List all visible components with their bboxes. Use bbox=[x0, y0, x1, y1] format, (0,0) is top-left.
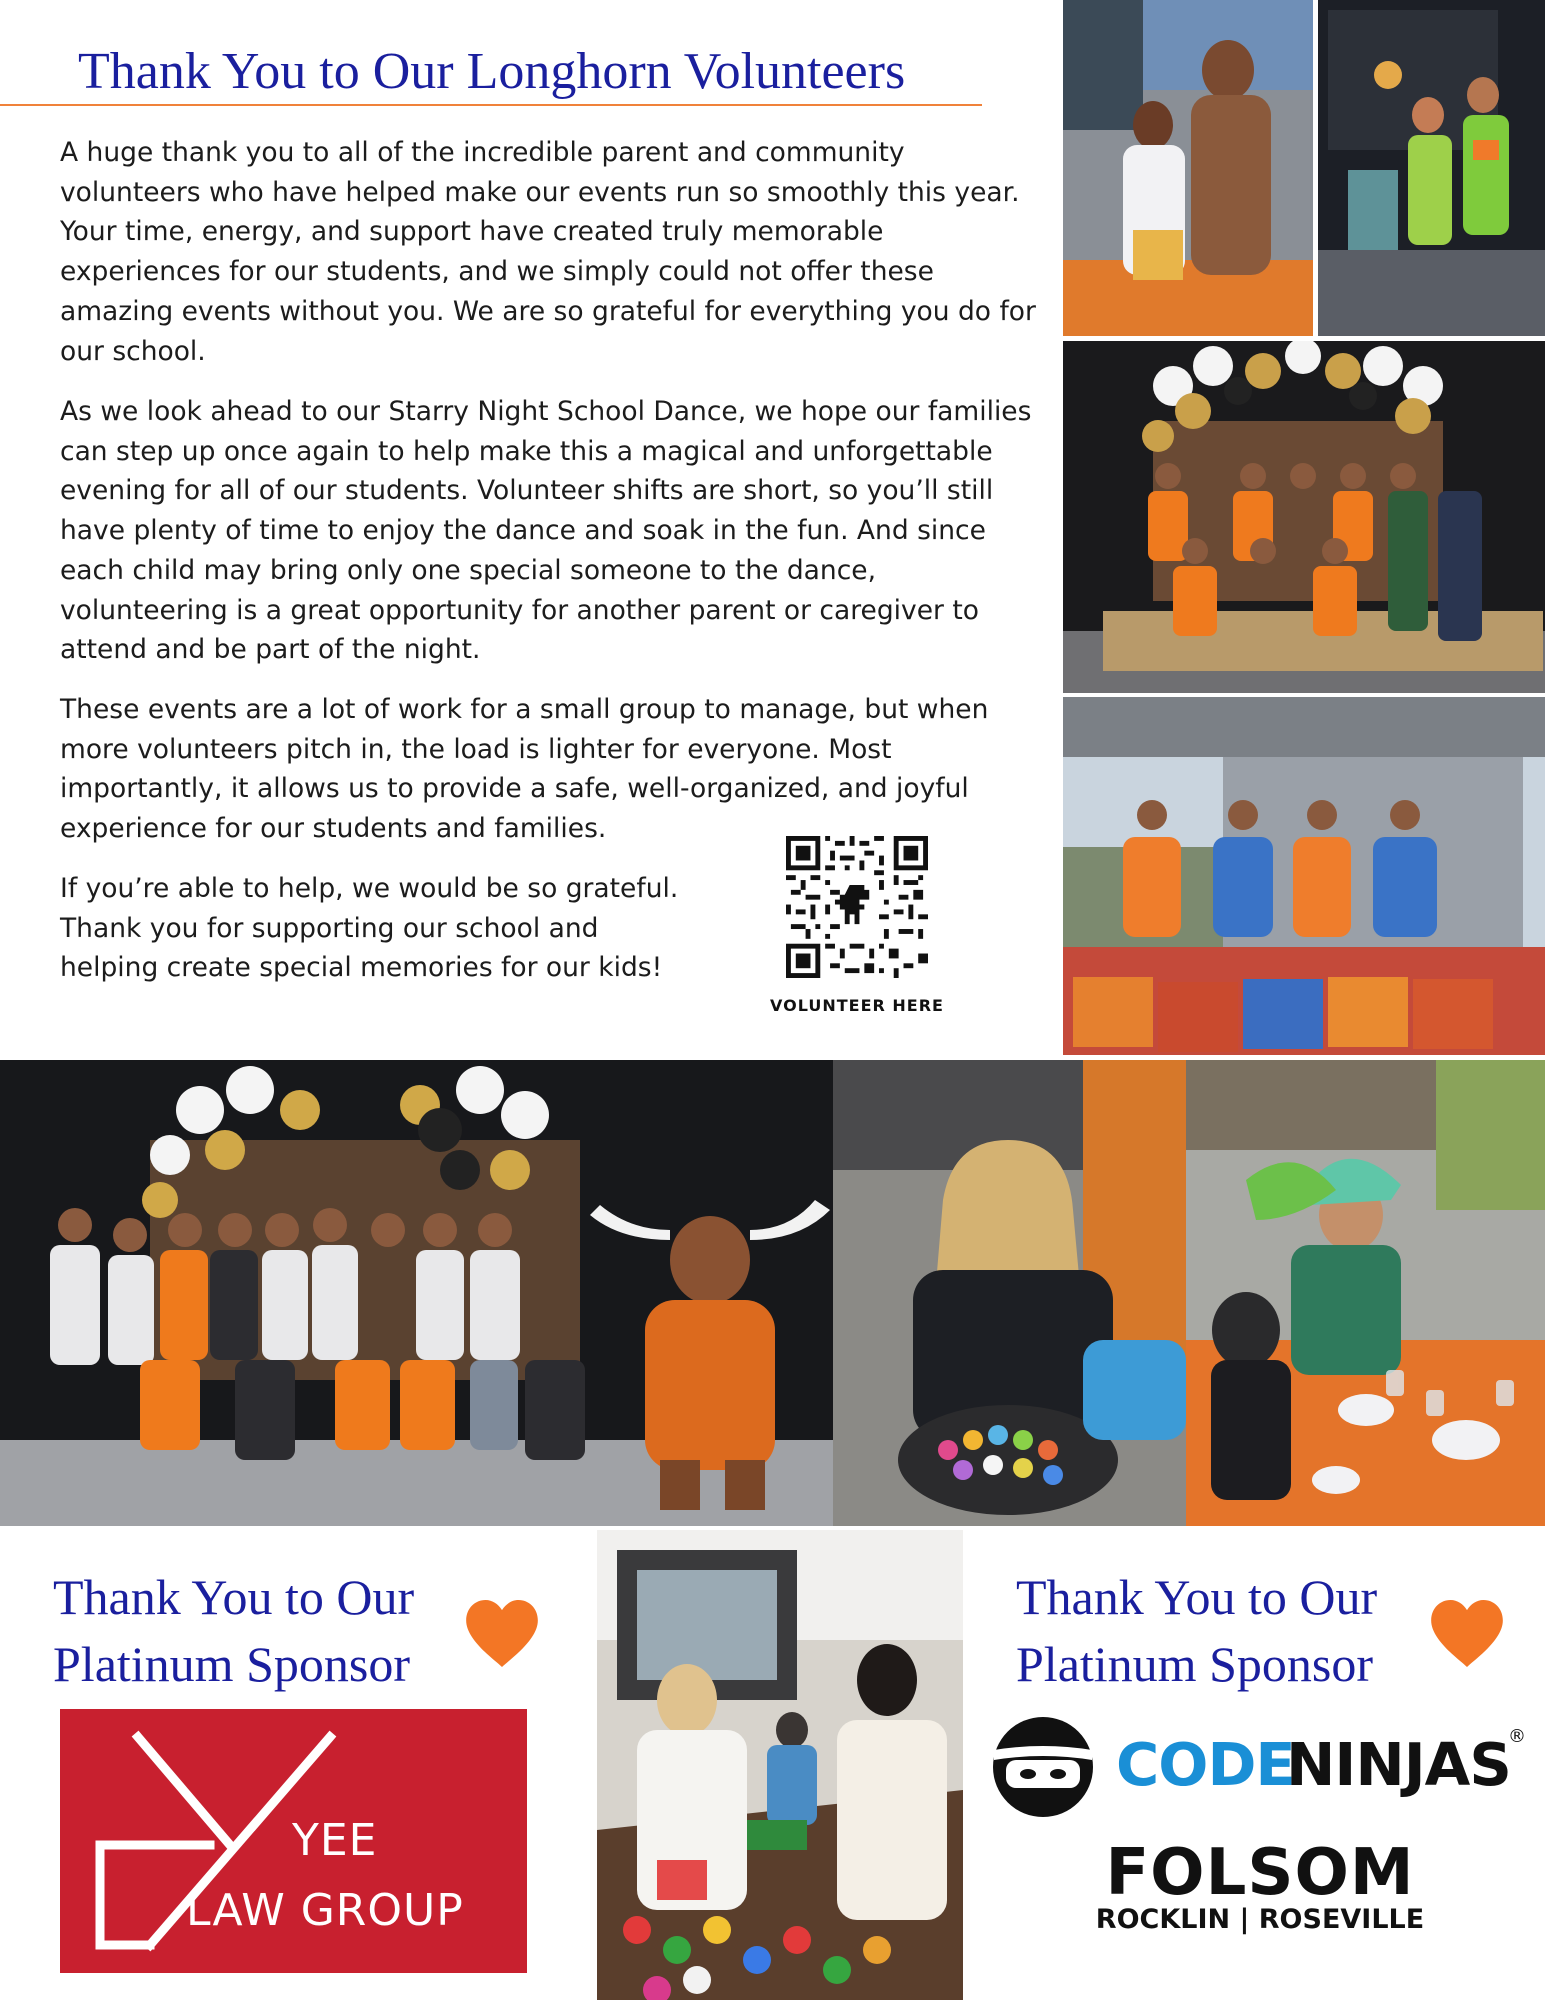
ninja-logo-icon bbox=[988, 1712, 1098, 1822]
law-group-logo-word: LAW GROUP bbox=[186, 1885, 464, 1936]
qr-code-icon bbox=[786, 836, 928, 978]
closing-line: Thank you for supporting our school and bbox=[60, 912, 599, 944]
paragraph-workload: These events are a lot of work for a small group to manage, but when more volunteers pitch in, the load is lighter for everyone. Most importantly, it allows us to provide a safe, well-organized, and joyful experience for our students and families. bbox=[60, 694, 989, 845]
photo-trunk-or-treat bbox=[1318, 0, 1545, 336]
photo-volunteer-with-student bbox=[1063, 0, 1313, 336]
closing-block bbox=[60, 869, 760, 988]
photo-face-painting bbox=[833, 1060, 1186, 1526]
page-title: Thank You to Our Longhorn Volunteers bbox=[78, 43, 906, 100]
closing-line: If you’re able to help, we would be so grateful. bbox=[60, 873, 679, 904]
code-ninjas-word-ninjas: NINJAS bbox=[1286, 1730, 1511, 1799]
location-folsom: FOLSOM bbox=[1105, 1836, 1415, 1910]
registered-mark: ® bbox=[1508, 1726, 1526, 1747]
heart-icon bbox=[459, 1590, 545, 1676]
photo-craft-table bbox=[1186, 1060, 1545, 1526]
qr-label: VOLUNTEER HERE bbox=[770, 996, 944, 1015]
sponsor-title-line2: Platinum Sponsor bbox=[1016, 1636, 1373, 1692]
photo-volunteer-team-balloons bbox=[1063, 341, 1545, 693]
sponsor-title-line1: Thank You to Our bbox=[53, 1569, 415, 1625]
heart-icon bbox=[1424, 1590, 1510, 1676]
volunteer-qr[interactable] bbox=[786, 836, 928, 983]
sponsor-title-line2: Platinum Sponsor bbox=[53, 1636, 410, 1692]
code-ninjas-word-code: CODE bbox=[1116, 1730, 1295, 1799]
paragraph-thanks: A huge thank you to all of the incredible parent and community volunteers who have helped make our events run so smoothly this year. Your time, energy, and support have created truly memorable experiences for our students, and we simply could not offer these amazing events without you. We are so grateful for everything you do for our school. bbox=[60, 137, 1036, 367]
yee-law-group-logo[interactable] bbox=[60, 1709, 527, 1973]
photo-tie-dye-shirts bbox=[1063, 697, 1545, 1055]
closing-line: helping create special memories for our kids! bbox=[60, 952, 663, 984]
photo-gift-wrapping bbox=[597, 1530, 963, 2000]
title-divider bbox=[0, 104, 982, 106]
photo-volunteers-with-mascot bbox=[0, 1060, 833, 1526]
paragraph-dance: As we look ahead to our Starry Night School Dance, we hope our families can step up once again to help make this a magical and unforgettable evening for all of our students. Volunteer shifts are short, so you’ll still have plenty of time to enjoy the dance and soak in the fun. And since each child may bring only one special someone to the dance, volunteering is a great opportunity for another parent or caregiver to attend and be part of the night. bbox=[60, 396, 1032, 666]
yee-logo-word: YEE bbox=[292, 1815, 378, 1866]
code-ninjas-logo[interactable] bbox=[988, 1712, 1528, 1822]
sponsor-title-line1: Thank You to Our bbox=[1016, 1569, 1378, 1625]
location-cities: ROCKLIN | ROSEVILLE bbox=[1095, 1904, 1425, 1935]
